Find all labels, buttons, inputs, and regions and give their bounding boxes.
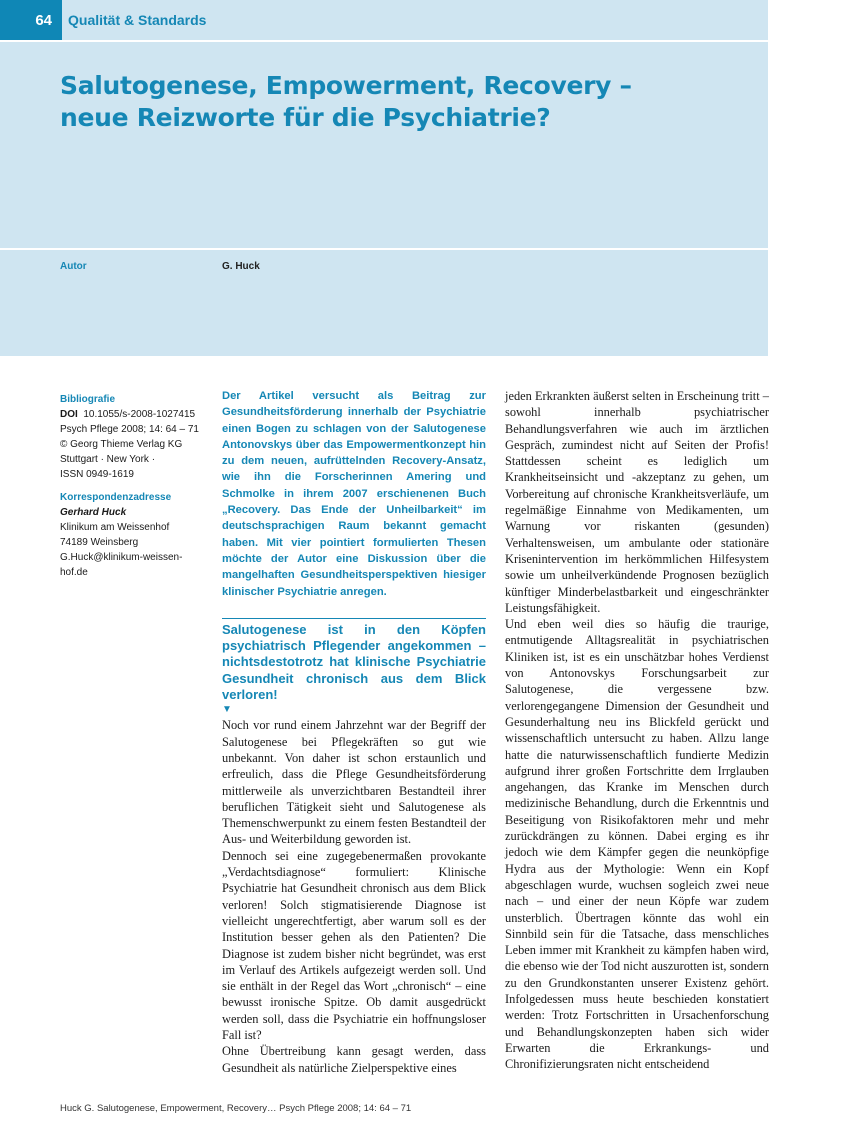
issn: ISSN 0949-1619 xyxy=(60,469,134,480)
correspondence-name: Gerhard Huck xyxy=(60,507,127,518)
correspondence-address-2: 74189 Weinsberg xyxy=(60,537,139,548)
section-label: Qualität & Standards xyxy=(68,12,207,28)
header-divider xyxy=(0,40,768,42)
paragraph-5: Und eben weil dies so häufig die traurige, entmutigende Alltagsrealität in psychiatrischen Kliniken ist, ist es ein unschätzbar hohes Verdienst von Antonovskys Forschungsarbeit zur Salutogenese, die vergessene bzw. verlorengegangene Dimension der Gesundheit und Gesunderhaltung neu ins Blickfeld gerückt und wissenschaftlich untersucht zu haben. Allzu lange hatte die naturwissenschaftlich fundierte Medizin aufgrund ihrer großen Fortschritte dem Irrglauben angehangen, das Kranke im Menschen durch medizinische Behandlung, durch die Erkenntnis und Beseitigung von Risikofaktoren mehr und mehr zurückdrängen zu können. Dabei erging es ihr jedoch wie dem Kämpfer gegen die neunköpfige Hydra aus der Mythologie: Wenn ein Kopf abgeschlagen wurde, wuchsen sogleich zwei neue nach – und einer der neun Köpfe war zudem unsterblich. Übertragen könnte das wohl ein Sinnbild sein für die Tatsache, dass menschliches Leben immer mit Krankheit zu kämpfen haben wird, die ebenso wie der Tod nicht auszurotten ist, sondern zu den Grundkonstanten unserer Existenz gehört. Infolgedessen muss heute beschieden konstatiert werden: Trotz Fortschritten in Ursachenforschung und Behandlungskonzepten haben sich wider Erwarten die Erkrankungs- und Chronifizierungsraten nicht entscheidend xyxy=(505,617,769,1072)
paragraph-3: Ohne Übertreibung kann gesagt werden, dass Gesundheit als natürliche Zielperspektive eines xyxy=(222,1044,486,1075)
doi-value: 10.1055/s-2008-1027415 xyxy=(83,409,196,420)
title-line-2: neue Reizworte für die Psychiatrie? xyxy=(60,103,551,132)
title-line-1: Salutogenese, Empowerment, Recovery – xyxy=(60,71,632,100)
sidebar-bibliography xyxy=(60,392,210,580)
header-band xyxy=(0,0,768,356)
text-column-1 xyxy=(222,388,486,1076)
correspondence-email-2[interactable]: hof.de xyxy=(60,567,88,578)
section-arrow-icon: ▼ xyxy=(222,704,232,716)
article-title xyxy=(60,70,680,134)
section-rule xyxy=(222,618,486,619)
author-label: Autor xyxy=(60,261,87,272)
title-divider xyxy=(0,248,768,250)
author-name: G. Huck xyxy=(222,261,260,272)
publisher-location: Stuttgart · New York · xyxy=(60,454,156,465)
doi-line xyxy=(60,407,210,422)
paragraph-2: Dennoch sei eine zugegebenermaßen provokante „Verdachtsdiagnose“ formuliert: Klinische Psychiatrie hat Gesundheit chronisch aus dem Blick verloren! Solch stigmatisierende Diagnose ist vielleicht ungerechtfertigt, aber warum soll es der Institution besser gehen als den Patienten? Die Diagnose ist zudem bisher nicht begründet, was erst im Verlauf des Artikels aufgezeigt werden soll. Und sie enthält in der Regel das Wort „chronisch“ – eine bewusst ironische Spitze. Ob damit ausgedrückt werden soll, dass die Psychiatrie ein hoffnungsloser Fall ist? xyxy=(222,848,486,1042)
correspondence-address-1: Klinikum am Weissenhof xyxy=(60,522,170,533)
correspondence-email-1[interactable]: G.Huck@klinikum-weissen- xyxy=(60,552,183,563)
copyright: © Georg Thieme Verlag KG xyxy=(60,439,183,450)
section-heading: Salutogenese ist in den Köpfen psychiatrisch Pflegender angekommen – nichtsdestotrotz hat klinische Psychiatrie Gesundheit chronisch aus dem Blick verloren! xyxy=(222,621,486,703)
doi-label: DOI xyxy=(60,409,78,420)
citation: Psych Pflege 2008; 14: 64 – 71 xyxy=(60,424,199,435)
page-footer: Huck G. Salutogenese, Empowerment, Recovery… Psych Pflege 2008; 14: 64 – 71 xyxy=(60,1103,412,1114)
paragraph-1: Noch vor rund einem Jahrzehnt war der Begriff der Salutogenese bei Pflegekräften so gut wie unbekannt. Von daher ist schon erstaunlich und erfreulich, dass die Pflege Gesundheitsförderung mittlerweile als unverzichtbaren Bestandteil ihrer beruflichen Tätigkeit sieht und Salutogenese als Themenschwerpunkt zu einem festen Bestandteil der Aus- und Weiterbildung geworden ist. xyxy=(222,718,486,847)
bibliography-heading: Bibliografie xyxy=(60,394,116,405)
correspondence-heading: Korrespondenzadresse xyxy=(60,492,172,503)
page-number: 64 xyxy=(0,0,62,40)
abstract: Der Artikel versucht als Beitrag zur Gesundheitsförderung innerhalb der Psychiatrie einen Bogen zu schlagen von der Salutogenese Antonovskys über das Empowermentkonzept hin zu dem neuen, aufrüttelnden Recovery-Ansatz, wie ihn die Forscherinnen Amering und Schmolke in ihrem 2007 erschienenen Buch „Recovery. Das Ende der Unheilbarkeit“ im deutschsprachigen Raum bekannt gemacht haben. Mit vier pointiert formulierten Thesen möchte der Autor eine Diskussion über die mangelhaften Gesundheitsperspektiven hiesiger klinischer Psychiatrie anregen. xyxy=(222,390,486,598)
paragraph-4: jeden Erkrankten äußerst selten in Erscheinung tritt – sowohl innerhalb psychiatrischer Behandlungsverfahren wie auch im ärztlichen Gespräch, zumindest nicht auf Seiten der Profis! Stattdessen scheint es lediglich um Krankheitseinsicht und -akzeptanz zu gehen, um Vorbereitung auf chronische Krankheitsverläufe, um regelmäßige Einnahme von Medikamenten, um Warnung vor riskanten (gesunden) Verhaltensweisen, um ambulante oder stationäre Krisenintervention im herkömmlichen Hilfesystem sowie um unheilverkündende Prognosen bezüglich künftiger Minderbelastbarkeit und eingeschränkter Leistungsfähigkeit. xyxy=(505,389,769,615)
text-column-2 xyxy=(505,388,769,1072)
